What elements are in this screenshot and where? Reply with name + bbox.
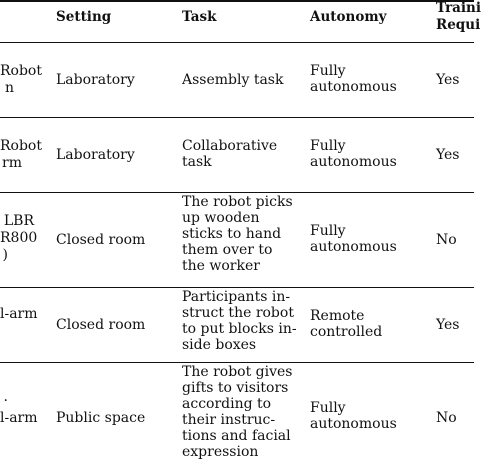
row-rule-3 — [0, 287, 474, 288]
row2-setting: Laboratory — [56, 147, 135, 163]
row5-task: The robot gives gifts to visitors according to their instruc- tions and facial expression — [182, 364, 293, 460]
row2-task: Collaborative task — [182, 138, 278, 170]
row3-robot-line3: ) — [2, 247, 8, 263]
header-training-line2: Requi — [436, 17, 481, 33]
row2-robot-line2: rm — [2, 155, 22, 171]
row1-setting: Laboratory — [56, 72, 135, 88]
row5-autonomy: Fully autonomous — [310, 400, 397, 432]
row4-setting: Closed room — [56, 317, 146, 333]
row5-robot-line1: . — [3, 389, 8, 405]
row-rule-1 — [0, 117, 474, 118]
header-autonomy: Autonomy — [310, 9, 387, 25]
top-rule — [0, 0, 474, 2]
row3-autonomy: Fully autonomous — [310, 223, 397, 255]
row5-robot-line2: l-arm — [0, 410, 38, 426]
row3-setting: Closed room — [56, 232, 146, 248]
row3-training: No — [436, 232, 457, 248]
row4-robot-line1: l-arm — [0, 306, 38, 322]
row1-robot-line2: n — [4, 80, 14, 96]
row3-robot-line1: LBR — [3, 213, 34, 229]
row1-robot-line1: Robot — [0, 63, 42, 79]
row1-training: Yes — [436, 72, 460, 88]
row2-robot-line1: Robot — [0, 138, 42, 154]
row4-task: Participants in- struct the robot to put blocks in- side boxes — [182, 289, 297, 353]
row4-training: Yes — [436, 317, 460, 333]
row4-autonomy: Remote controlled — [310, 308, 383, 340]
row2-autonomy: Fully autonomous — [310, 138, 397, 170]
row5-setting: Public space — [56, 410, 146, 426]
row-rule-4 — [0, 362, 474, 363]
row1-autonomy: Fully autonomous — [310, 63, 397, 95]
row1-task: Assembly task — [182, 72, 284, 88]
row3-robot-line2: R800 — [0, 230, 38, 246]
header-training-line1: Traini — [436, 0, 481, 16]
row5-training: No — [436, 410, 457, 426]
header-task: Task — [182, 9, 217, 25]
row-rule-2 — [0, 192, 474, 193]
row3-task: The robot picks up wooden sticks to hand them over to the worker — [182, 194, 293, 274]
header-setting: Setting — [56, 9, 112, 25]
header-rule — [0, 42, 474, 43]
row2-training: Yes — [436, 147, 460, 163]
